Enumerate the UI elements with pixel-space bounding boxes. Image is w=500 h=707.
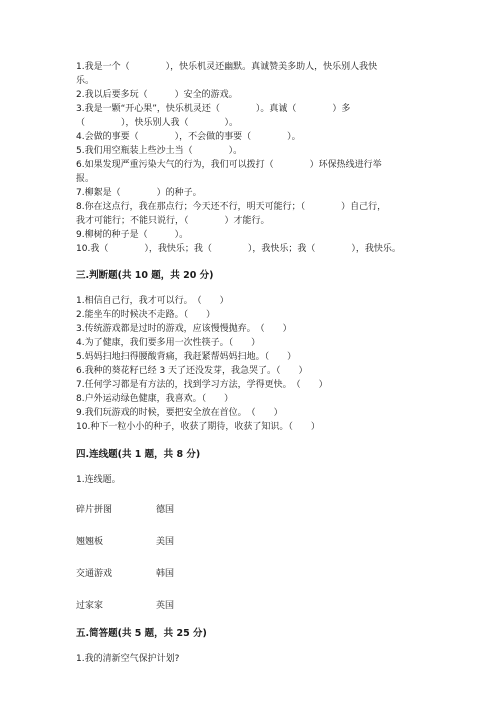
fill-question-4: 4.会做的事要（ ），不会做的事要（ ）。 bbox=[76, 132, 301, 142]
fill-question-8-line-1: 8.你在这点行，我在那点行；今天还不行，明天可能行；（ ）自己行， bbox=[76, 202, 387, 212]
matching-question: 1.连线题。 bbox=[76, 475, 121, 485]
section-5-heading: 五.简答题(共 5 题，共 25 分) bbox=[76, 628, 207, 639]
fill-question-8-line-2: 我才可能行；不能只说行，（ ）才能行。 bbox=[76, 216, 270, 226]
judge-item: 1.相信自己行，我才可以行。 （ ） bbox=[76, 296, 229, 306]
matching-right-item: 德国 bbox=[156, 505, 175, 515]
judge-item: 6.我种的葵花籽已经 3 天了还没发芽，我急哭了。（ ） bbox=[76, 366, 308, 376]
judge-item: 7.任何学习都是有方法的，找到学习方法，学得更快。 （ ） bbox=[76, 380, 328, 390]
matching-right-item: 英国 bbox=[156, 601, 175, 611]
matching-left-item: 交通游戏 bbox=[76, 569, 113, 579]
fill-question-1-line-1: 1.我是一个（ ），快乐机灵还幽默。真诚赞美多助人，快乐别人我快 bbox=[76, 62, 378, 72]
matching-left-item: 翘翘板 bbox=[76, 537, 104, 547]
judge-item: 4.为了健康，我们要多用一次性筷子。（ ） bbox=[76, 338, 261, 348]
short-answer-question-1: 1.我的清新空气保护计划? bbox=[76, 654, 180, 664]
judge-item: 3.传统游戏都是过时的游戏，应该慢慢抛弃。 （ ） bbox=[76, 324, 292, 334]
judge-item: 9.我们玩游戏的时候，要把安全放在首位。 （ ） bbox=[76, 408, 283, 418]
fill-question-10: 10.我（ ），我快乐；我（ ），我快乐；我（ ），我快乐。 bbox=[76, 244, 401, 254]
fill-question-2: 2.我以后要多玩（ ）安全的游戏。 bbox=[76, 90, 238, 100]
fill-question-6-line-1: 6.如果发现严重污染大气的行为，我们可以拨打（ ）环保热线进行举 bbox=[76, 160, 382, 170]
matching-left-item: 碎片拼图 bbox=[76, 505, 113, 515]
fill-question-3-line-1: 3.我是一颗“开心果”，快乐机灵还（ ）。真诚（ ）多 bbox=[76, 104, 351, 114]
section-3-heading: 三.判断题(共 10 题，共 20 分) bbox=[76, 270, 214, 281]
fill-question-9: 9.柳树的种子是（ ）。 bbox=[76, 230, 189, 240]
fill-question-7: 7.柳絮是（ ）的种子。 bbox=[76, 188, 202, 198]
matching-right-item: 韩国 bbox=[156, 569, 175, 579]
judge-item: 10.种下一粒小小的种子，收获了期待，收获了知识。（ ） bbox=[76, 422, 320, 432]
judge-item: 8.户外运动绿色健康，我喜欢。（ ） bbox=[76, 394, 234, 404]
fill-question-6-line-2: 报。 bbox=[76, 174, 95, 184]
judge-item: 2.能坐车的时候决不走路。（ ） bbox=[76, 310, 216, 320]
fill-question-1-line-2: 乐。 bbox=[76, 76, 95, 86]
fill-question-3-line-2: （ ），快乐别人我（ ）。 bbox=[76, 118, 239, 128]
matching-left-item: 过家家 bbox=[76, 601, 104, 611]
matching-right-item: 美国 bbox=[156, 537, 175, 547]
section-4-heading: 四.连线题(共 1 题，共 8 分) bbox=[76, 449, 201, 460]
fill-question-5: 5.我们用空瓶装上些沙土当（ ）。 bbox=[76, 146, 243, 156]
judge-item: 5.妈妈扫地扫得腰酸背痛，我赶紧帮妈妈扫地。（ ） bbox=[76, 352, 297, 362]
